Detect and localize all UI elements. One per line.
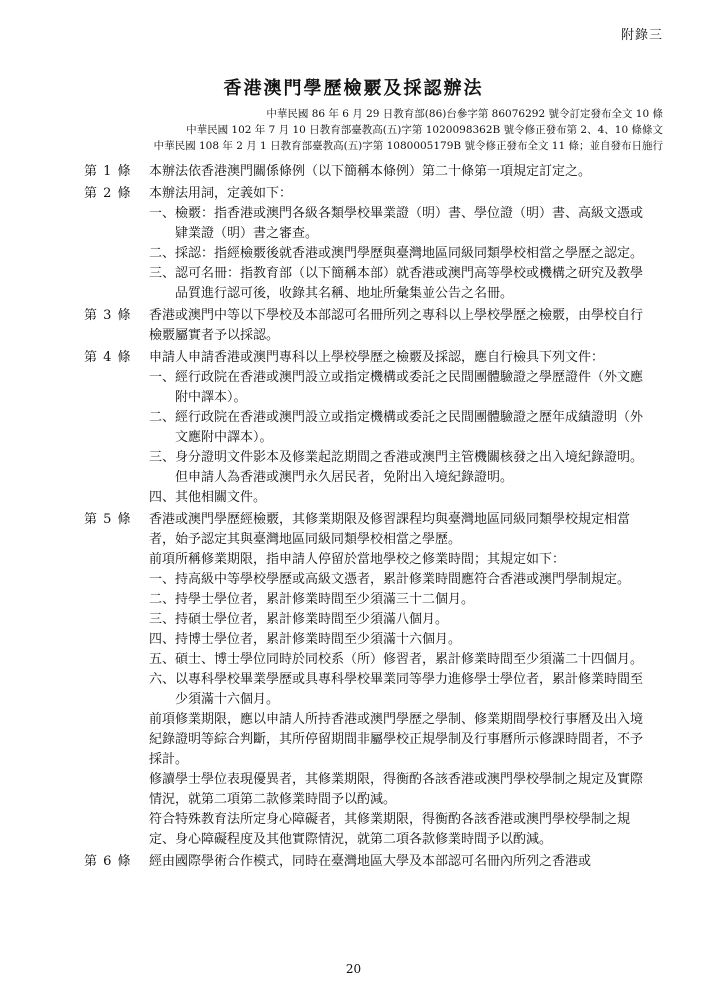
list-item bbox=[149, 204, 650, 244]
article-content bbox=[149, 348, 650, 508]
item-number: 三、 bbox=[149, 266, 176, 281]
item-number: 二、 bbox=[149, 246, 176, 261]
article bbox=[84, 306, 650, 346]
item-number: 三、 bbox=[149, 612, 176, 627]
item-number: 三、 bbox=[149, 450, 176, 465]
list-item bbox=[149, 488, 650, 508]
item-text: 以專科學校畢業學歷或具專科學校畢業同等學力進修學士學位者，累計修業時間至少須滿十六個月。 bbox=[175, 672, 644, 707]
article-label: 第 4 條 bbox=[84, 350, 132, 365]
history-line: 中華民國 102 年 7 月 10 日教育部臺教高(五)字第 1020098362B 號令修正發布第 2、4、10 條條文 bbox=[186, 124, 663, 136]
item-text: 其他相關文件。 bbox=[175, 490, 267, 505]
item-text: 經行政院在香港或澳門設立或指定機構或委託之民間團體驗證之歷年成績證明（外文應附中譯本）。 bbox=[175, 410, 644, 445]
article-paragraph: 修讀學士學位表現優異者，其修業期限，得衡酌各該香港或澳門學校學制之規定及實際情況，就第二項第二款修業時間予以酌減。 bbox=[149, 772, 644, 807]
list-item bbox=[149, 368, 650, 408]
item-text: 認可名冊：指教育部（以下簡稱本部）就香港或澳門高等學校或機構之研究及教學品質進行認可後，收錄其名稱、地址所彙集並公告之名冊。 bbox=[175, 266, 644, 301]
article-paragraph: 前項所稱修業期限，指申請人停留於當地學校之修業時間；其規定如下： bbox=[149, 552, 566, 567]
regulation-body bbox=[84, 162, 650, 874]
article-paragraph: 本辦法依香港澳門關係條例（以下簡稱本條例）第二十條第一項規定訂定之。 bbox=[149, 164, 592, 179]
history-line: 中華民國 86 年 6 月 29 日教育部(86)台參字第 86076292 號令訂定發布全文 10 條 bbox=[266, 108, 663, 120]
item-number: 四、 bbox=[149, 632, 176, 647]
article-content bbox=[149, 852, 650, 872]
article bbox=[84, 184, 650, 304]
article-paragraph: 符合特殊教育法所定身心障礙者，其修業期限，得衡酌各該香港或澳門學校學制之規定、身心障礙程度及其他實際情況，就第二項各款修業時間予以酌減。 bbox=[149, 812, 631, 847]
article bbox=[84, 852, 650, 872]
article-content bbox=[149, 510, 650, 850]
list-item bbox=[149, 570, 650, 590]
item-number: 一、 bbox=[149, 572, 176, 587]
article-paragraph: 前項修業期限，應以申請人所持香港或澳門學歷之學制、修業期間學校行事曆及出入境紀錄證明等綜合判斷，其所停留期間非屬學校正規學制及行事曆所示修課時間者，不予採計。 bbox=[149, 712, 644, 767]
item-text: 碩士、博士學位同時於同校系（所）修習者，累計修業時間至少須滿二十四個月。 bbox=[175, 652, 644, 667]
history-line: 中華民國 108 年 2 月 1 日教育部臺教高(五)字第 1080005179B 號令修正發布全文 11 條；並自發布日施行 bbox=[153, 140, 663, 152]
item-number: 二、 bbox=[149, 410, 176, 425]
article bbox=[84, 348, 650, 508]
item-number: 二、 bbox=[149, 592, 176, 607]
article bbox=[84, 510, 650, 850]
item-number: 一、 bbox=[149, 206, 176, 221]
list-item bbox=[149, 630, 650, 650]
list-item bbox=[149, 408, 650, 448]
article-paragraph: 申請人申請香港或澳門專科以上學校學歷之檢覈及採認，應自行檢具下列文件： bbox=[149, 350, 605, 365]
article-label: 第 3 條 bbox=[84, 308, 132, 323]
article-label: 第 2 條 bbox=[84, 186, 132, 201]
article bbox=[84, 162, 650, 182]
list-item bbox=[149, 244, 650, 264]
article-paragraph: 香港或澳門學歷經檢覈，其修業期限及修習課程均與臺灣地區同級同類學校規定相當者，始予認定其與臺灣地區同級同類學校相當之學歷。 bbox=[149, 512, 631, 547]
list-item bbox=[149, 590, 650, 610]
article-label: 第 6 條 bbox=[84, 854, 132, 869]
article-paragraph: 香港或澳門中等以下學校及本部認可名冊所列之專科以上學校學歷之檢覈，由學校自行檢覈屬實者予以採認。 bbox=[149, 308, 644, 343]
amendment-history bbox=[13, 106, 663, 154]
document-title: 香港澳門學歷檢覈及採認辦法 bbox=[223, 78, 484, 99]
item-text: 持博士學位者，累計修業時間至少須滿十六個月。 bbox=[175, 632, 462, 647]
article-content bbox=[149, 184, 650, 304]
article-paragraph: 經由國際學術合作模式，同時在臺灣地區大學及本部認可名冊內所列之香港或 bbox=[149, 854, 592, 869]
appendix-label: 附錄三 bbox=[620, 28, 663, 43]
item-text: 身分證明文件影本及修業起訖期間之香港或澳門主管機關核發之出入境紀錄證明。但申請人為香港或澳門永久居民者，免附出入境紀錄證明。 bbox=[175, 450, 644, 485]
list-item bbox=[149, 264, 650, 304]
article-label: 第 5 條 bbox=[84, 512, 132, 527]
list-item bbox=[149, 650, 650, 670]
article-content bbox=[149, 162, 650, 182]
item-text: 經行政院在香港或澳門設立或指定機構或委託之民間團體驗證之學歷證件（外文應附中譯本）。 bbox=[175, 370, 644, 405]
item-text: 採認：指經檢覈後就香港或澳門學歷與臺灣地區同級同類學校相當之學歷之認定。 bbox=[175, 246, 644, 261]
item-number: 六、 bbox=[149, 672, 176, 687]
list-item bbox=[149, 670, 650, 710]
item-text: 持碩士學位者，累計修業時間至少須滿八個月。 bbox=[175, 612, 449, 627]
article-label: 第 1 條 bbox=[84, 164, 132, 179]
item-number: 四、 bbox=[149, 490, 176, 505]
item-text: 持高級中等學校學歷或高級文憑者，累計修業時間應符合香港或澳門學制規定。 bbox=[175, 572, 631, 587]
item-text: 持學士學位者，累計修業時間至少須滿三十二個月。 bbox=[175, 592, 475, 607]
item-number: 五、 bbox=[149, 652, 176, 667]
item-number: 一、 bbox=[149, 370, 176, 385]
article-paragraph: 本辦法用詞，定義如下： bbox=[149, 186, 293, 201]
list-item bbox=[149, 448, 650, 488]
article-content bbox=[149, 306, 650, 346]
page-number: 20 bbox=[345, 962, 362, 976]
list-item bbox=[149, 610, 650, 630]
item-text: 檢覈：指香港或澳門各級各類學校畢業證（明）書、學位證（明）書、高級文憑或肄業證（明）書之審查。 bbox=[175, 206, 644, 241]
